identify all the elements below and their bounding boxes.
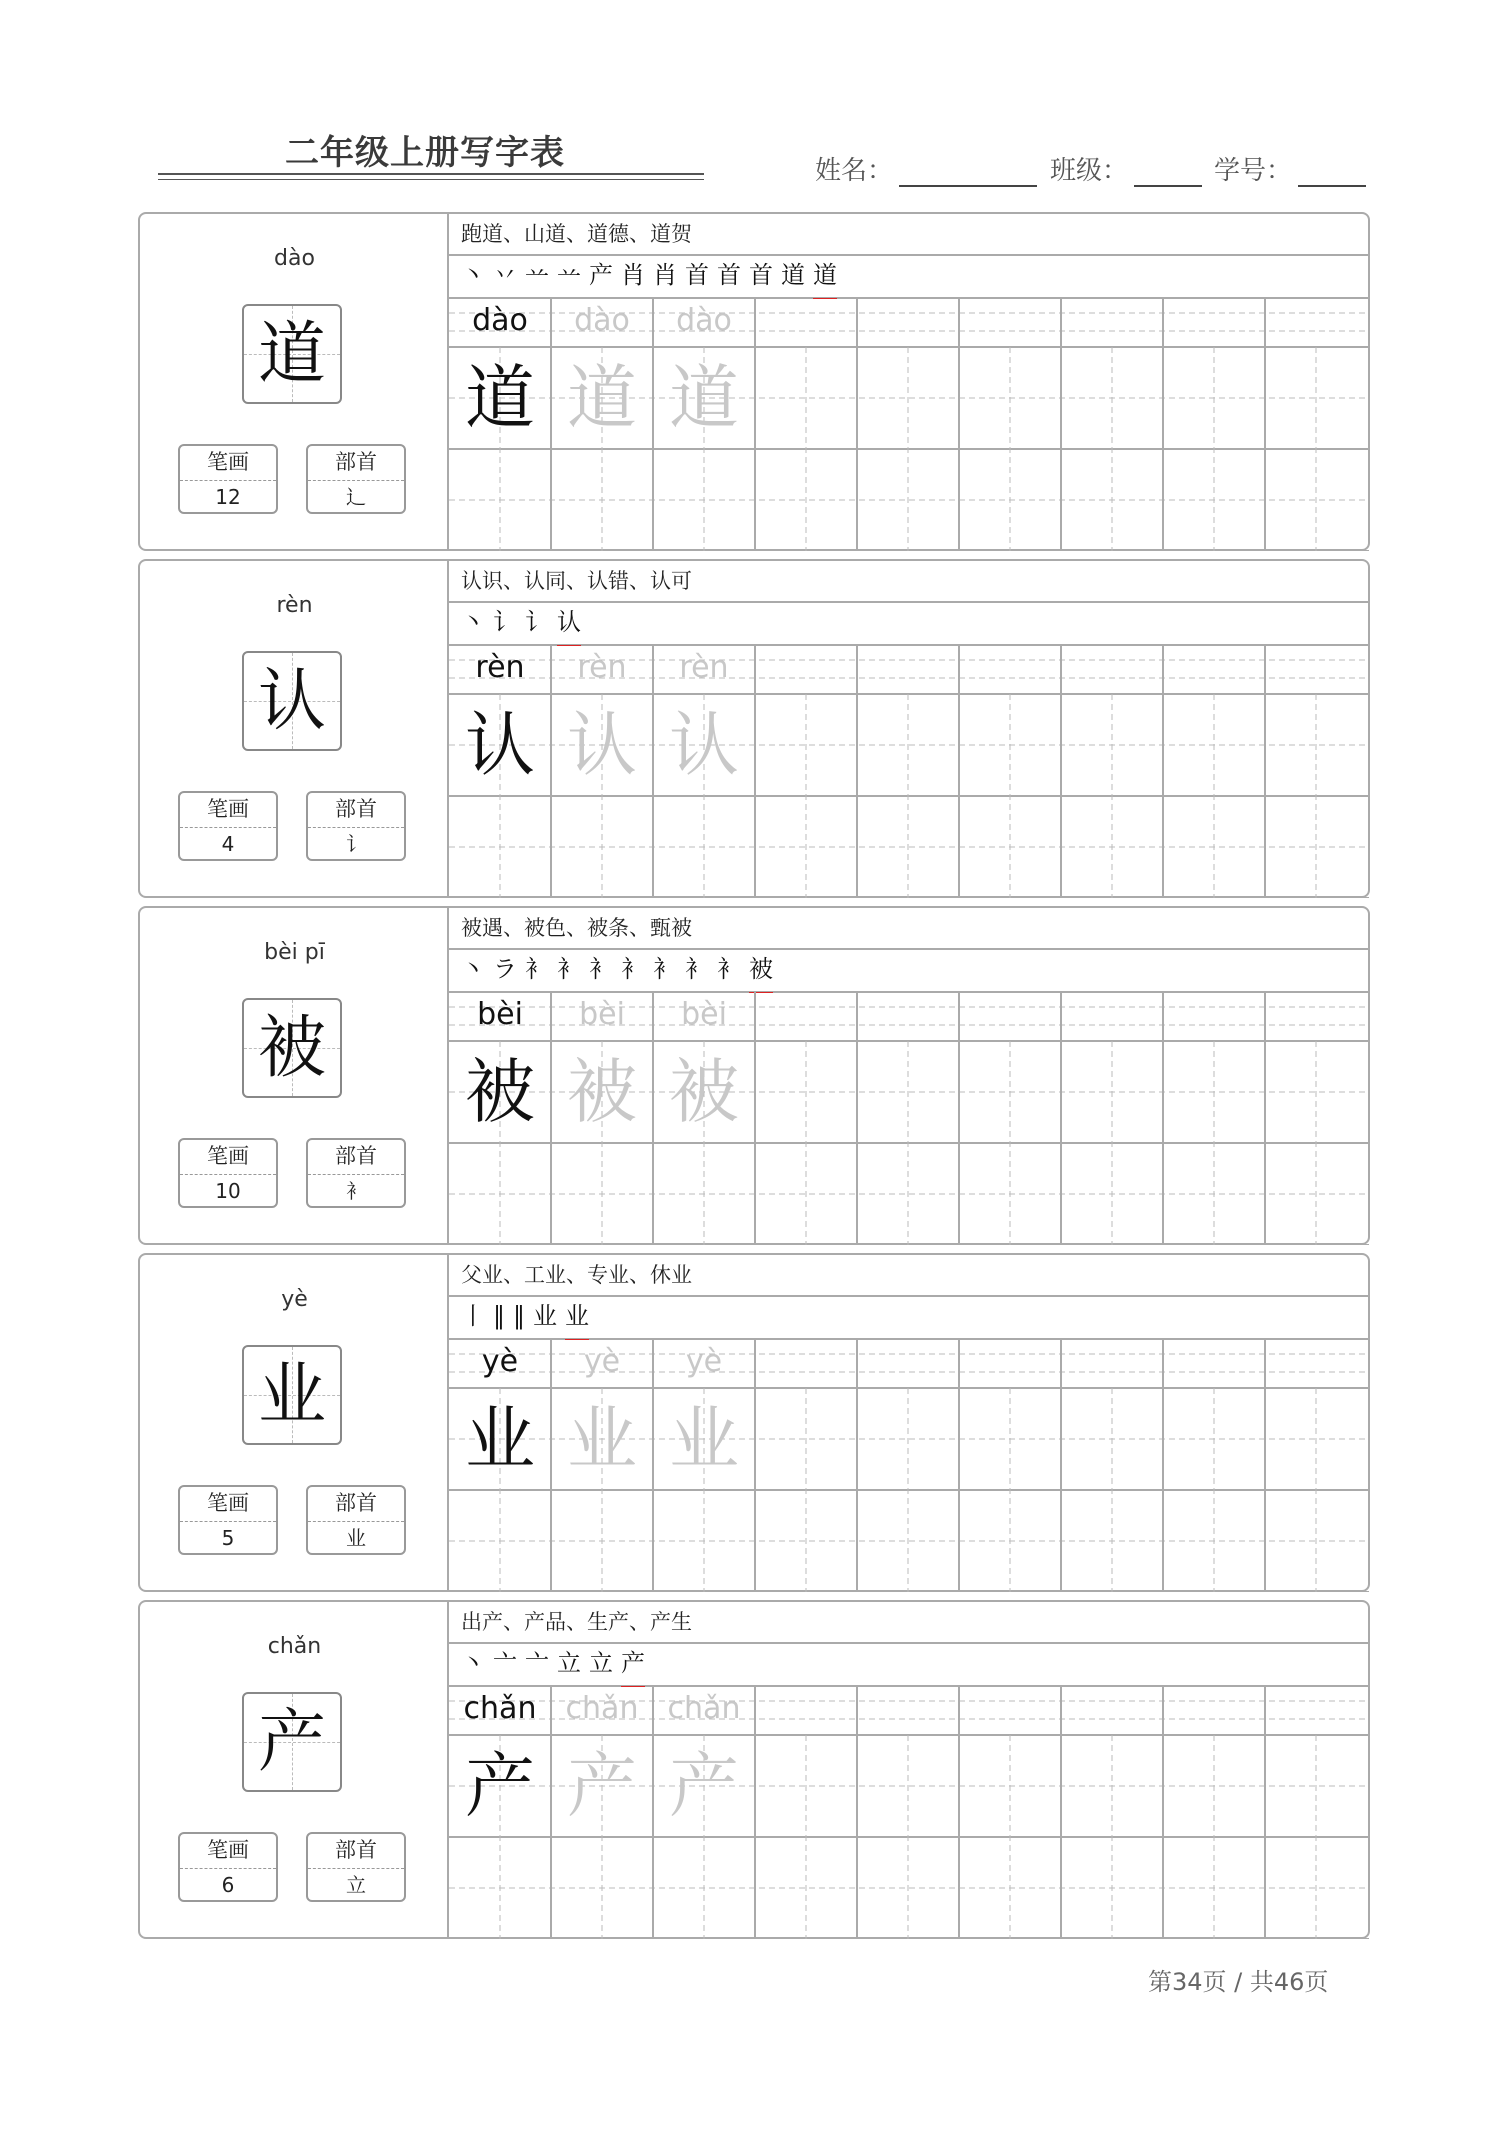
stroke-count-box — [178, 791, 278, 861]
practice-grid[interactable] — [449, 644, 1368, 898]
practice-grid[interactable] — [449, 297, 1368, 551]
practice-char: 业 — [465, 1398, 535, 1480]
id-label: 学号： — [1214, 156, 1293, 186]
practice-grid[interactable] — [449, 1685, 1368, 1939]
stroke-step: 丶 — [461, 955, 485, 983]
stroke-count-label: 笔画 — [180, 1834, 276, 1869]
radical-value: 立 — [346, 1873, 366, 1897]
char-display: 认 — [257, 662, 326, 741]
practice-char: 被 — [567, 1051, 637, 1133]
radical-value: 辶 — [346, 485, 366, 509]
stroke-order — [449, 1642, 1368, 1687]
practice-pinyin: yè — [685, 1344, 723, 1379]
practice-panel — [449, 1255, 1368, 1590]
stroke-count-value: 10 — [215, 1179, 241, 1203]
radical-label: 部首 — [308, 1487, 404, 1522]
practice-pinyin: rèn — [577, 650, 627, 685]
stroke-step: ‖ — [493, 1302, 505, 1330]
stroke-count-value: 12 — [215, 485, 241, 509]
practice-panel — [449, 1602, 1368, 1937]
char-display-box — [242, 1692, 342, 1792]
stroke-count-label: 笔画 — [180, 793, 276, 828]
stroke-step: 丨 — [461, 1302, 485, 1330]
character-info-panel — [140, 214, 449, 549]
practice-char: 道 — [465, 357, 535, 439]
practice-pinyin: chǎn — [565, 1691, 639, 1726]
character-card — [138, 212, 1370, 551]
practice-pinyin: bèi — [681, 997, 727, 1032]
char-display: 业 — [257, 1356, 326, 1435]
char-pinyin: yè — [281, 1287, 308, 1312]
id-blank[interactable] — [1298, 159, 1366, 187]
practice-char: 认 — [567, 704, 637, 786]
practice-char: 产 — [567, 1745, 637, 1827]
stroke-step: 讠 — [493, 608, 517, 636]
practice-char: 业 — [567, 1398, 637, 1480]
character-card — [138, 1253, 1370, 1592]
practice-panel — [449, 214, 1368, 549]
stroke-step: 䒑 — [525, 261, 549, 289]
practice-pinyin: bèi — [477, 997, 523, 1032]
radical-label: 部首 — [308, 1140, 404, 1175]
stroke-step: 产 — [589, 261, 613, 289]
practice-char: 认 — [669, 704, 739, 786]
stroke-step: 丶 — [461, 608, 485, 636]
stroke-step: 衤 — [557, 955, 581, 983]
stroke-order — [449, 948, 1368, 993]
word-examples: 出产、产品、生产、产生 — [449, 1602, 1368, 1644]
stroke-step: 首 — [717, 261, 741, 289]
word-examples: 认识、认同、认错、认可 — [449, 561, 1368, 603]
character-card — [138, 1600, 1370, 1939]
stroke-step: 亠 — [525, 1649, 549, 1677]
stroke-step: 衤 — [621, 955, 645, 983]
practice-grid[interactable] — [449, 991, 1368, 1245]
stroke-step: 丶 — [461, 261, 485, 289]
stroke-step: 产 — [621, 1642, 645, 1687]
char-pinyin: bèi pī — [264, 940, 325, 965]
practice-char: 认 — [465, 704, 535, 786]
stroke-step: 肖 — [653, 261, 677, 289]
practice-panel — [449, 908, 1368, 1243]
char-pinyin: dào — [274, 246, 315, 271]
stroke-step: 被 — [749, 948, 773, 993]
char-display-box — [242, 304, 342, 404]
stroke-step: 首 — [749, 261, 773, 289]
stroke-step: 丷 — [493, 261, 517, 289]
character-info-panel — [140, 908, 449, 1243]
radical-label: 部首 — [308, 1834, 404, 1869]
stroke-step: 立 — [557, 1649, 581, 1677]
practice-char: 业 — [669, 1398, 739, 1480]
char-display: 道 — [257, 315, 326, 394]
stroke-step: 衤 — [525, 955, 549, 983]
stroke-step: 业 — [565, 1295, 589, 1340]
practice-pinyin: chǎn — [463, 1691, 537, 1726]
radical-box — [306, 1485, 406, 1555]
practice-pinyin: rèn — [475, 650, 525, 685]
name-label: 姓名： — [815, 156, 894, 186]
stroke-count-value: 6 — [221, 1873, 235, 1897]
stroke-step: 认 — [557, 601, 581, 646]
radical-value: 衤 — [346, 1179, 366, 1203]
char-display-box — [242, 998, 342, 1098]
word-examples: 跑道、山道、道德、道贺 — [449, 214, 1368, 256]
radical-box — [306, 444, 406, 514]
char-display-box — [242, 1345, 342, 1445]
radical-value: 讠 — [346, 832, 366, 856]
name-field[interactable] — [815, 150, 1037, 187]
char-display: 产 — [257, 1703, 326, 1782]
radical-box — [306, 1138, 406, 1208]
stroke-count-box — [178, 1138, 278, 1208]
practice-char: 被 — [465, 1051, 535, 1133]
char-pinyin: rèn — [276, 593, 313, 618]
char-pinyin: chǎn — [267, 1634, 322, 1659]
class-label: 班级： — [1050, 156, 1129, 186]
radical-box — [306, 1832, 406, 1902]
stroke-step: 丶 — [461, 1649, 485, 1677]
stroke-step: 衤 — [589, 955, 613, 983]
stroke-step: 首 — [685, 261, 709, 289]
page-number: 第34页 / 共46页 — [1148, 1968, 1329, 1996]
practice-char: 产 — [669, 1745, 739, 1827]
radical-value: 业 — [346, 1526, 366, 1550]
title-underline — [158, 173, 704, 175]
practice-pinyin: rèn — [679, 650, 729, 685]
stroke-count-box — [178, 444, 278, 514]
character-card — [138, 906, 1370, 1245]
practice-pinyin: dào — [574, 303, 630, 338]
class-blank[interactable] — [1134, 159, 1202, 187]
stroke-count-box — [178, 1485, 278, 1555]
stroke-step: 衤 — [685, 955, 709, 983]
char-display-box — [242, 651, 342, 751]
word-examples: 被遇、被色、被条、甄被 — [449, 908, 1368, 950]
stroke-step: ‖ — [513, 1302, 525, 1330]
char-display: 被 — [257, 1009, 326, 1088]
stroke-step: 䒑 — [557, 261, 581, 289]
character-info-panel — [140, 561, 449, 896]
practice-char: 被 — [669, 1051, 739, 1133]
stroke-step: 肖 — [621, 261, 645, 289]
practice-panel — [449, 561, 1368, 896]
stroke-step: 衤 — [653, 955, 677, 983]
id-field[interactable] — [1214, 150, 1366, 187]
stroke-count-value: 5 — [221, 1526, 235, 1550]
practice-pinyin: bèi — [579, 997, 625, 1032]
stroke-step: ラ — [493, 955, 517, 983]
practice-pinyin: dào — [472, 303, 528, 338]
practice-pinyin: chǎn — [667, 1691, 741, 1726]
radical-box — [306, 791, 406, 861]
page-title: 二年级上册写字表 — [285, 133, 565, 173]
stroke-step: 道 — [781, 261, 805, 289]
practice-char: 道 — [567, 357, 637, 439]
title-underline-thin — [158, 179, 704, 180]
stroke-step: 衤 — [717, 955, 741, 983]
stroke-count-label: 笔画 — [180, 446, 276, 481]
practice-grid[interactable] — [449, 1338, 1368, 1592]
name-blank[interactable] — [899, 159, 1037, 187]
practice-char: 产 — [465, 1745, 535, 1827]
stroke-order — [449, 601, 1368, 646]
character-info-panel — [140, 1255, 449, 1590]
practice-char: 道 — [669, 357, 739, 439]
stroke-step: 业 — [533, 1302, 557, 1330]
stroke-order — [449, 254, 1368, 299]
stroke-order — [449, 1295, 1368, 1340]
stroke-count-label: 笔画 — [180, 1140, 276, 1175]
practice-pinyin: yè — [481, 1344, 519, 1379]
stroke-step: 亠 — [493, 1649, 517, 1677]
character-info-panel — [140, 1602, 449, 1937]
stroke-count-label: 笔画 — [180, 1487, 276, 1522]
stroke-step: 道 — [813, 254, 837, 299]
practice-pinyin: dào — [676, 303, 732, 338]
stroke-step: 讠 — [525, 608, 549, 636]
radical-label: 部首 — [308, 446, 404, 481]
stroke-step: 立 — [589, 1649, 613, 1677]
stroke-count-value: 4 — [221, 832, 235, 856]
character-card — [138, 559, 1370, 898]
radical-label: 部首 — [308, 793, 404, 828]
class-field[interactable] — [1050, 150, 1202, 187]
stroke-count-box — [178, 1832, 278, 1902]
word-examples: 父业、工业、专业、休业 — [449, 1255, 1368, 1297]
practice-pinyin: yè — [583, 1344, 621, 1379]
